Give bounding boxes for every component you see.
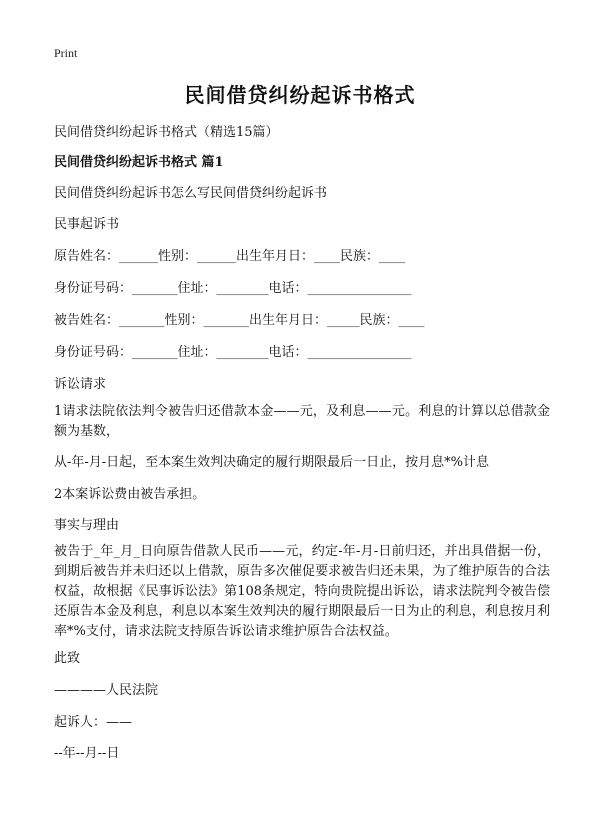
- date-line: --年--月--日: [54, 746, 120, 761]
- claim-2: 2本案诉讼费由被告承担。: [54, 487, 206, 502]
- defendant-info-line-1: 被告姓名：_______性别：_______出生年月日：_____民族：____: [54, 313, 425, 328]
- plaintiff-info-line-2: 身份证号码：_______住址：________电话：________________: [54, 281, 412, 296]
- doc-type: 民事起诉书: [54, 217, 120, 232]
- section-heading: 民间借贷纠纷起诉书格式 篇1: [54, 155, 224, 170]
- document-subtitle: 民间借贷纠纷起诉书格式（精选15篇）: [54, 125, 279, 140]
- claims-heading: 诉讼请求: [54, 377, 107, 392]
- facts-paragraph: 被告于_年_月_日向原告借款人民币——元，约定-年-月-日前归还，并出具借据一份，到期后被告并未归还以上借款，原告多次催促要求被告归还未果，为了维护原告的合法权益，故根据《民事诉讼法》第108条规定，特向贵院提出诉讼，请求法院判令被告偿还原告本金及利息，利息以本案生效判决的履行期限最后一日为止的利息，利息按月利率*%支付，请求法院支持原告诉讼请求维护原告合法权益。: [54, 544, 550, 639]
- salutation: 此致: [54, 651, 81, 666]
- claim-1-continued: 从-年-月-日起，至本案生效判决确定的履行期限最后一日止，按月息*%计息: [54, 455, 490, 470]
- defendant-info-line-2: 身份证号码：_______住址：________电话：________________: [54, 345, 412, 360]
- court-name: ————人民法院: [54, 683, 159, 698]
- plaintiff-info-line-1: 原告姓名：______性别：______出生年月日：____民族：____: [54, 249, 406, 264]
- plaintiff-signature: 起诉人：——: [54, 715, 133, 730]
- claim-1: 1请求法院依法判令被告归还借款本金——元，及利息——元。利息的计算以总借款金额为基数，: [54, 404, 550, 439]
- intro-text: 民间借贷纠纷起诉书怎么写民间借贷纠纷起诉书: [54, 186, 328, 201]
- facts-heading: 事实与理由: [54, 518, 120, 533]
- print-link[interactable]: Print: [54, 46, 78, 60]
- document-title: 民间借贷纠纷起诉书格式: [184, 83, 416, 107]
